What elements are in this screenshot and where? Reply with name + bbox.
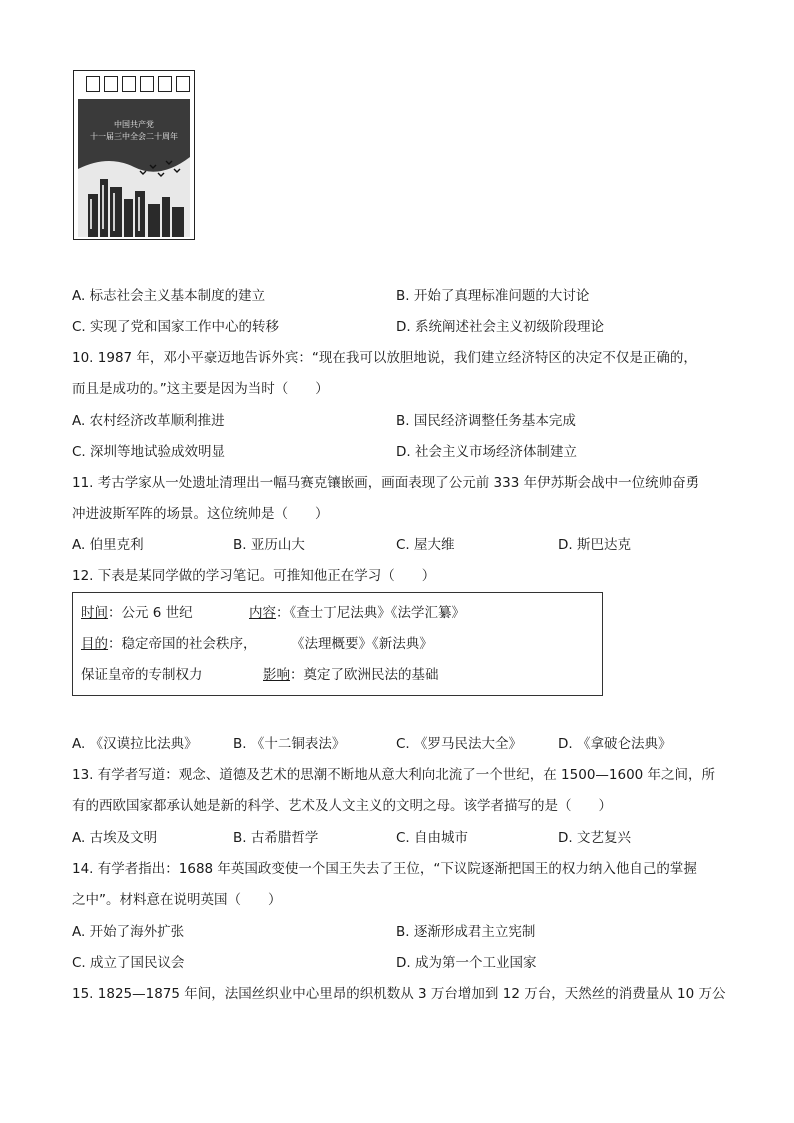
note-content-label: 内容 xyxy=(249,605,276,621)
q10-option-a: A. 农村经济改革顺利推进 xyxy=(72,413,225,429)
q14-stem-line2: 之中”。材料意在说明英国（ ） xyxy=(72,892,282,908)
note-purpose xyxy=(81,634,257,654)
stamp-illustration xyxy=(73,70,195,240)
q9-option-b: B. 开始了真理标准问题的大讨论 xyxy=(396,288,590,304)
q13-option-c: C. 自由城市 xyxy=(396,830,469,846)
note-impact xyxy=(263,665,439,685)
postcode-boxes xyxy=(86,76,190,92)
q14-option-d: D. 成为第一个工业国家 xyxy=(396,955,537,971)
q13-stem-line2: 有的西欧国家都承认她是新的科学、艺术及人文主义的文明之母。该学者描写的是（ ） xyxy=(72,798,612,814)
q12-stem: 12. 下表是某同学做的学习笔记。可推知他正在学习（ ） xyxy=(72,568,436,584)
q12-option-c: C. 《罗马民法大全》 xyxy=(396,736,523,752)
note-line3: 保证皇帝的专制权力 xyxy=(81,667,203,683)
note-purpose-books: 《法理概要》《新法典》 xyxy=(291,636,433,652)
note-impact-value: ：奠定了欧洲民法的基础 xyxy=(290,667,439,683)
q11-stem-line2: 冲进波斯军阵的场景。这位统帅是（ ） xyxy=(72,506,329,522)
note-content xyxy=(249,603,465,623)
q9-option-d: D. 系统阐述社会主义初级阶段理论 xyxy=(396,319,604,335)
q11-option-a: A. 伯里克利 xyxy=(72,537,144,553)
note-time-label: 时间 xyxy=(81,605,108,621)
q10-option-d: D. 社会主义市场经济体制建立 xyxy=(396,444,577,460)
note-impact-label: 影响 xyxy=(263,667,290,683)
stamp-title-line2: 十一届三中全会二十周年 xyxy=(90,132,178,141)
q11-option-b: B. 亚历山大 xyxy=(233,537,305,553)
q15-stem-line1: 15. 1825—1875 年间，法国丝织业中心里昂的织机数从 3 万台增加到 12 万台，天然丝的消费量从 10 万公 xyxy=(72,986,726,1002)
q10-stem-line2: 而且是成功的。”这主要是因为当时（ ） xyxy=(72,381,329,397)
q10-option-b: B. 国民经济调整任务基本完成 xyxy=(396,413,576,429)
q13-stem-line1: 13. 有学者写道：观念、道德及艺术的思潮不断地从意大利向北流了一个世纪，在 1500—1600 年之间，所 xyxy=(72,767,716,783)
q11-option-c: C. 屋大维 xyxy=(396,537,455,553)
q11-stem-line1: 11. 考古学家从一处遗址清理出一幅马赛克镶嵌画，画面表现了公元前 333 年伊苏斯会战中一位统帅奋勇 xyxy=(72,475,700,491)
q12-option-d: D. 《拿破仑法典》 xyxy=(558,736,672,752)
q10-option-c: C. 深圳等地试验成效明显 xyxy=(72,444,226,460)
stamp-title-line1: 中国共产党 xyxy=(114,120,154,129)
q9-option-c: C. 实现了党和国家工作中心的转移 xyxy=(72,319,280,335)
q11-option-d: D. 斯巴达克 xyxy=(558,537,631,553)
q14-option-a: A. 开始了海外扩张 xyxy=(72,924,185,940)
note-purpose-value: ：稳定帝国的社会秩序， xyxy=(108,636,257,652)
q14-option-c: C. 成立了国民议会 xyxy=(72,955,185,971)
q10-stem-line1: 10. 1987 年，邓小平豪迈地告诉外宾：“现在我可以放胆地说，我们建立经济特区的决定不仅是正确的， xyxy=(72,350,697,366)
note-time xyxy=(81,603,193,623)
q13-option-d: D. 文艺复兴 xyxy=(558,830,631,846)
note-purpose-label: 目的 xyxy=(81,636,108,652)
q13-option-b: B. 古希腊哲学 xyxy=(233,830,319,846)
q12-option-b: B. 《十二铜表法》 xyxy=(233,736,346,752)
note-time-value: ：公元 6 世纪 xyxy=(108,605,193,621)
q12-option-a: A. 《汉谟拉比法典》 xyxy=(72,736,198,752)
note-content-value: ：《查士丁尼法典》《法学汇纂》 xyxy=(276,605,465,621)
q9-option-a: A. 标志社会主义基本制度的建立 xyxy=(72,288,266,304)
study-note-box xyxy=(72,592,603,696)
q13-option-a: A. 古埃及文明 xyxy=(72,830,158,846)
q14-stem-line1: 14. 有学者指出：1688 年英国政变使一个国王失去了王位，“下议院逐渐把国王的权力纳入他自己的掌握 xyxy=(72,861,697,877)
q14-option-b: B. 逐渐形成君主立宪制 xyxy=(396,924,536,940)
